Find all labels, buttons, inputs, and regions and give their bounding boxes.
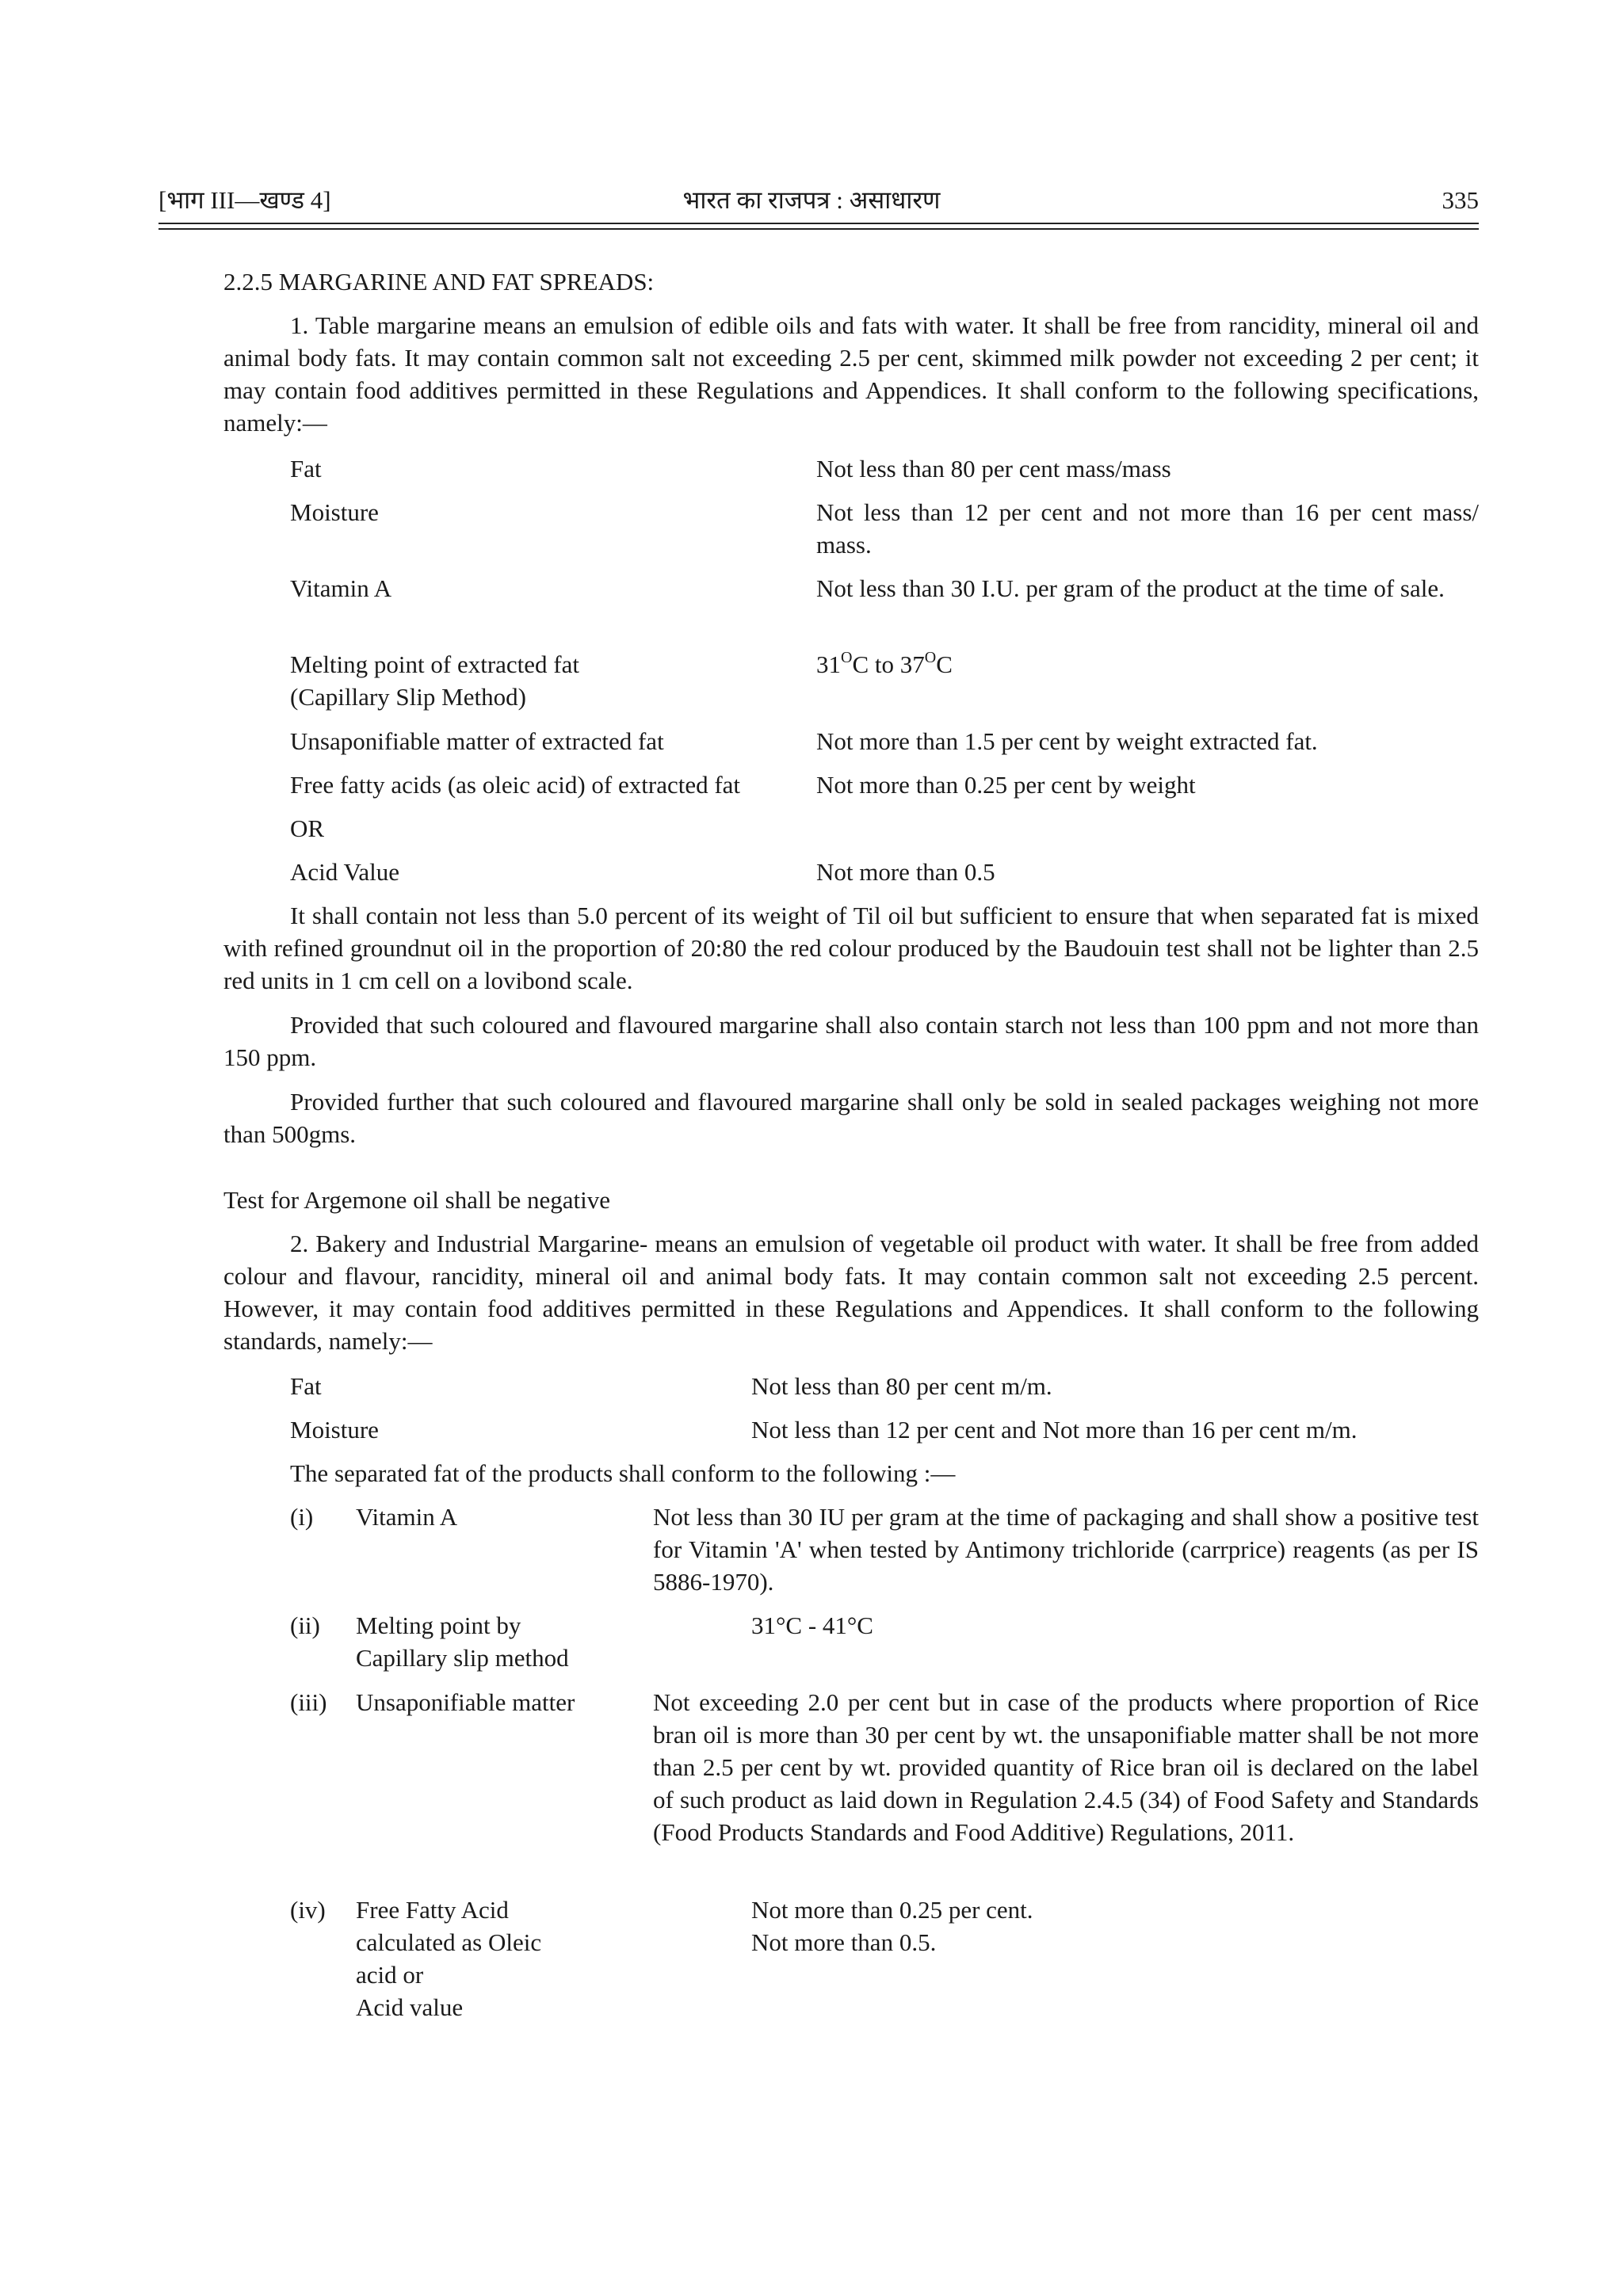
spec-value-acid-value: Not more than 0.5: [816, 858, 995, 886]
bakery-margarine-intro: 2. Bakery and Industrial Margarine- means an emulsion of vegetable oil product with water. It shall be free from added colour and flavour, rancidity, mineral oil and animal body fats. It may contain common salt not exceeding 2.5 percent. However, it may contain food additives permitted in these Regulations and Appendices. It shall conform to the following standards, namely:—: [223, 1230, 1479, 1355]
proviso-starch: Provided that such coloured and flavoured margarine shall also contain starch not less than 100 ppm and not more than 150 ppm.: [223, 1011, 1479, 1071]
section-title: 2.2.5 MARGARINE AND FAT SPREADS:: [223, 268, 655, 296]
spec-label-or: OR: [290, 814, 325, 842]
item-label-melting-point-line1: Melting point by: [356, 1611, 521, 1639]
item-label-free-fatty-acid: [356, 1894, 657, 2023]
header-rule-bottom: [158, 228, 1479, 230]
header-rule-top: [158, 223, 1479, 224]
til-oil-paragraph: It shall contain not less than 5.0 percent of its weight of Til oil but sufficient to ensure that when separated fat is mixed with refined groundnut oil in the proportion of 20:80 the red colour produced by the Baudouin test shall not be lighter than 2.5 red units in 1 cm cell on a lovibond scale.: [223, 902, 1479, 994]
item-value-ffa-line1: Not more than 0.25 per cent.: [751, 1896, 1033, 1924]
spec-label-free-fatty-acids: Free fatty acids (as oleic acid) of extracted fat: [290, 771, 741, 799]
spec-value-free-fatty-acids: Not more than 0.25 per cent by weight: [816, 771, 1196, 799]
spec-label-melting-point-line2: (Capillary Slip Method): [290, 683, 526, 711]
item-number-iv: (iv): [290, 1896, 326, 1924]
item-value-melting-point: 31°C - 41°C: [751, 1611, 873, 1639]
proviso-sealed-packages: Provided further that such coloured and flavoured margarine shall only be sold in sealed packages weighing not more than 500gms.: [223, 1088, 1479, 1148]
header-part-label: [भाग III—खण्ड 4]: [158, 186, 331, 214]
spec-label-vitamin-a: Vitamin A: [290, 574, 392, 602]
item-label-ffa-line2: calculated as Oleic: [356, 1928, 542, 1956]
item-number-i: (i): [290, 1503, 314, 1531]
spec-value-melting-point: $31^OC$ to $37^OC$: [816, 648, 953, 678]
spec-label-melting-point: [290, 648, 805, 713]
spec-value-moisture: Not less than 12 per cent and not more than 16 per cent mass/ mass.: [816, 498, 1479, 559]
separated-fat-intro: The separated fat of the products shall conform to the following :—: [290, 1459, 956, 1487]
item-number-iii: (iii): [290, 1688, 327, 1716]
item-label-ffa-line1: Free Fatty Acid: [356, 1896, 509, 1924]
item-label-ffa-line3: acid or: [356, 1961, 424, 1989]
spec-label-acid-value: Acid Value: [290, 858, 400, 886]
header-gazette-title: भारत का राजपत्र : असाधारण: [682, 186, 941, 214]
argemone-test: Test for Argemone oil shall be negative: [223, 1186, 610, 1214]
page-number: 335: [1442, 186, 1479, 214]
table-margarine-intro: 1. Table margarine means an emulsion of edible oils and fats with water. It shall be free from rancidity, mineral oil and animal body fats. It may contain common salt not exceeding 2.5 per cent, skimmed milk powder not exceeding 2 per cent; it may contain food additives permitted in these Regulations and Appendices. It shall conform to the following specifications, namely:—: [223, 311, 1479, 437]
spec-label-fat: Fat: [290, 455, 322, 482]
item-label-melting-point-line2: Capillary slip method: [356, 1644, 569, 1672]
bakery-spec-value-fat: Not less than 80 per cent m/m.: [751, 1372, 1052, 1400]
item-value-ffa-line2: Not more than 0.5.: [751, 1928, 937, 1956]
spec-value-unsaponifiable: Not more than 1.5 per cent by weight extracted fat.: [816, 727, 1318, 755]
item-label-vitamin-a: Vitamin A: [356, 1503, 458, 1531]
bakery-spec-label-moisture: Moisture: [290, 1416, 379, 1444]
spec-label-unsaponifiable: Unsaponifiable matter of extracted fat: [290, 727, 664, 755]
item-value-free-fatty-acid: [751, 1894, 1479, 1958]
spec-value-fat: Not less than 80 per cent mass/mass: [816, 455, 1171, 482]
bakery-spec-label-fat: Fat: [290, 1372, 322, 1400]
bakery-spec-value-moisture: Not less than 12 per cent and Not more than 16 per cent m/m.: [751, 1416, 1358, 1444]
spec-label-melting-point-line1: Melting point of extracted fat: [290, 650, 579, 678]
spec-value-vitamin-a: Not less than 30 I.U. per gram of the product at the time of sale.: [816, 574, 1445, 602]
item-label-melting-point: [356, 1609, 657, 1674]
item-number-ii: (ii): [290, 1611, 320, 1639]
item-value-vitamin-a: Not less than 30 IU per gram at the time of packaging and shall show a positive test for Vitamin 'A' when tested by Antimony trichloride (carrprice) reagents (as per IS 5886-1970).: [653, 1503, 1479, 1596]
item-label-ffa-line4: Acid value: [356, 1993, 464, 2021]
item-value-unsaponifiable: Not exceeding 2.0 per cent but in case of the products where proportion of Rice bran oil is more than 30 per cent by wt. the unsaponifiable matter shall be not more than 2.5 per cent by wt. provided quantity of Rice bran oil is declared on the label of such product as laid down in Regulation 2.4.5 (34) of Food Safety and Standards (Food Products Standards and Food Additive) Regulations, 2011.: [653, 1688, 1479, 1846]
spec-label-moisture: Moisture: [290, 498, 379, 526]
item-label-unsaponifiable: Unsaponifiable matter: [356, 1688, 575, 1716]
